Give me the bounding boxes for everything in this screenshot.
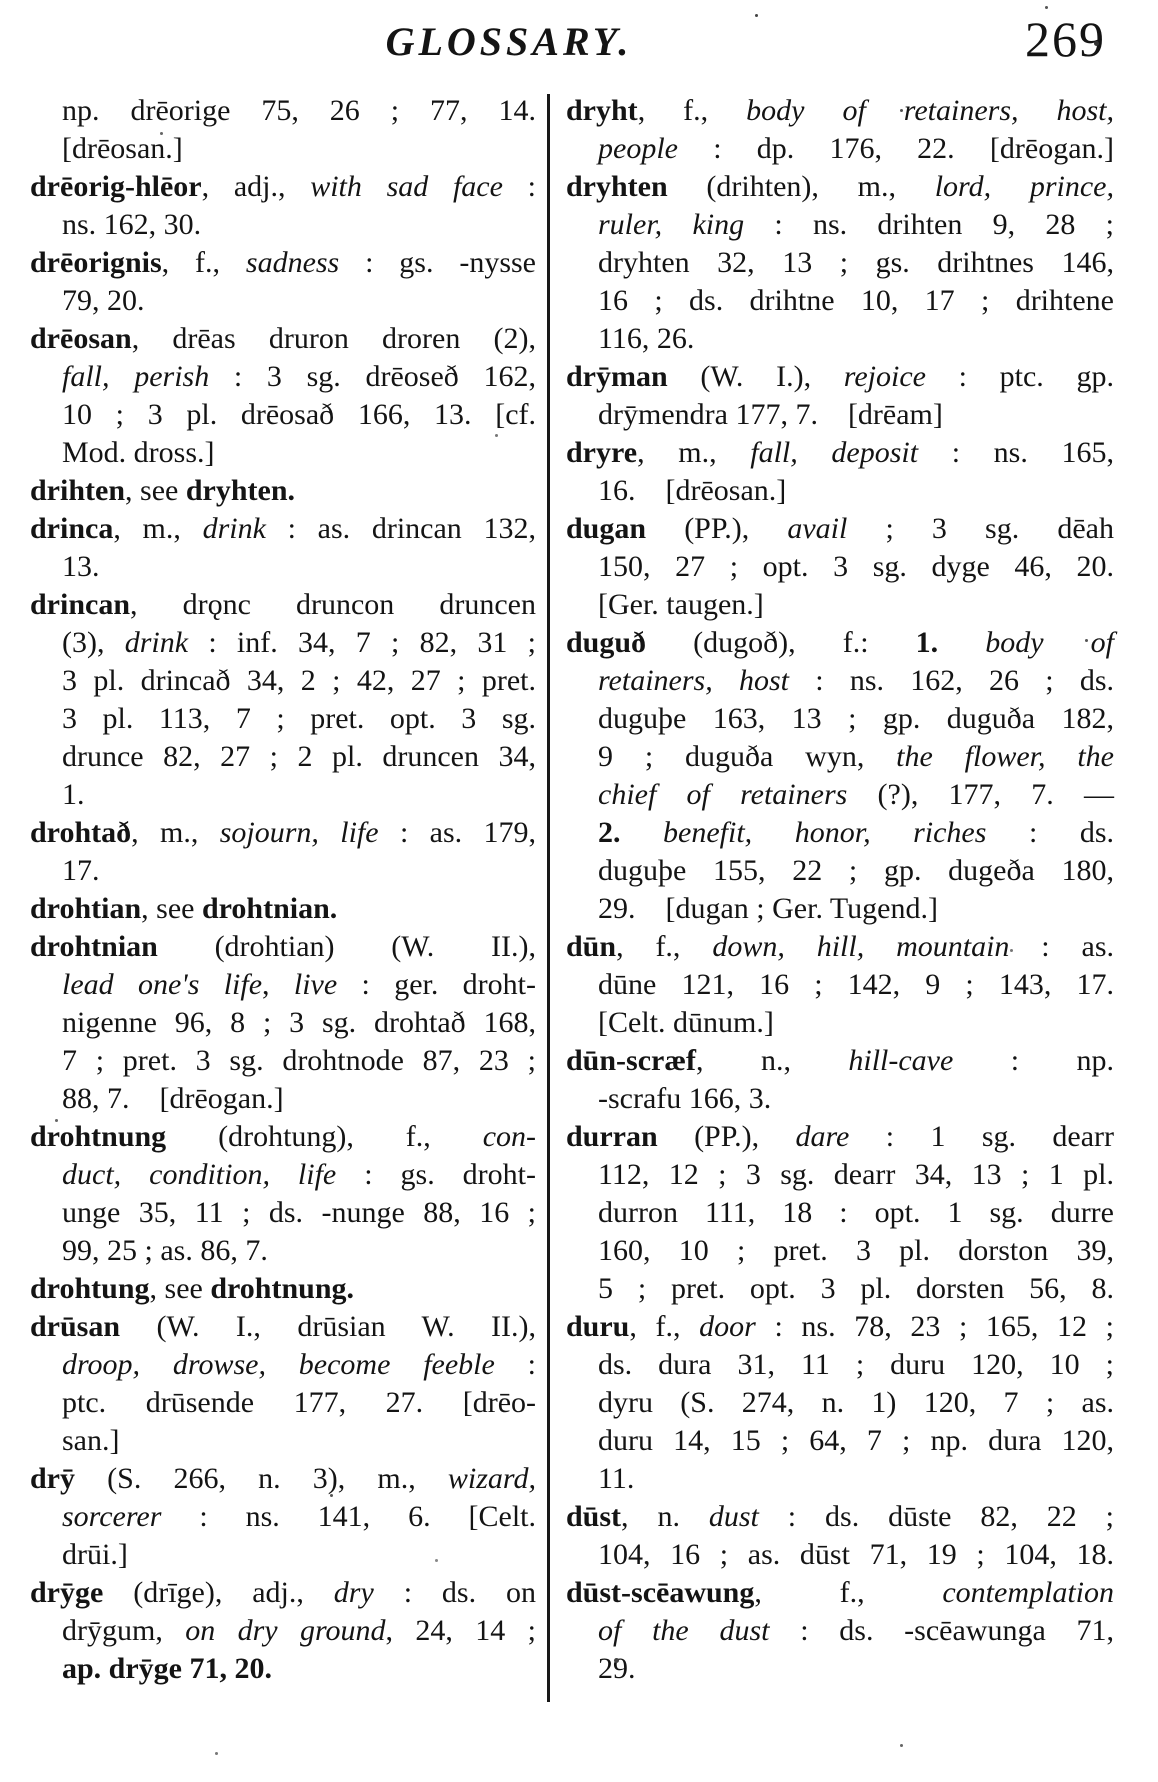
text-segment: , (262, 968, 294, 1001)
glossary-line (566, 1422, 1114, 1460)
text-segment: 10 ; 3 pl. drēosað 166, 13. [cf. (62, 398, 536, 431)
text-segment: : np. (953, 1044, 1114, 1077)
glossary-line (566, 1536, 1114, 1574)
text-segment: (PP.), (646, 512, 788, 545)
glossary-line (30, 1080, 536, 1118)
glossary-line (30, 1004, 536, 1042)
glossary-line (566, 586, 1114, 624)
text-segment: , f., (754, 1576, 943, 1609)
text-segment: 2. (598, 816, 621, 849)
glossary-line (566, 168, 1114, 206)
text-segment: duru (566, 1310, 630, 1343)
text-segment: ptc. drūsende 177, 27. [drēo- (62, 1386, 536, 1419)
glossary-line (30, 206, 536, 244)
text-segment: drȳge (30, 1576, 104, 1609)
glossary-line (30, 966, 536, 1004)
glossary-line (30, 1042, 536, 1080)
glossary-line (30, 1346, 536, 1384)
text-segment: (S. 266, n. 3), m., (75, 1462, 448, 1495)
column-divider-rule (547, 94, 550, 1702)
text-segment: droop, drowse, become feeble (62, 1348, 495, 1381)
glossary-line (566, 1004, 1114, 1042)
glossary-line (30, 1118, 536, 1156)
glossary-line (30, 776, 536, 814)
text-segment: , adj., (201, 170, 311, 203)
text-segment: down, hill, mountain (712, 930, 1010, 963)
glossary-line (30, 662, 536, 700)
text-segment: 11. (598, 1462, 635, 1495)
glossary-line (566, 1650, 1114, 1688)
text-segment: dryht (566, 94, 638, 127)
text-segment: 99, 25 ; as. 86, 7. (62, 1234, 268, 1267)
glossary-line (566, 738, 1114, 776)
text-segment: , m., (637, 436, 751, 469)
text-segment: dūn-scræf (566, 1044, 697, 1077)
glossary-line (30, 1194, 536, 1232)
glossary-line (566, 890, 1114, 928)
text-segment: : ns. 141, 6. [Celt. (161, 1500, 536, 1533)
text-segment: 104, 16 ; as. dūst 71, 19 ; 104, 18. (598, 1538, 1114, 1571)
text-segment: (drohtian) (W. II.), (157, 930, 536, 963)
text-segment: : (502, 170, 536, 203)
text-segment: : ptc. gp. (925, 360, 1114, 393)
text-segment: , n., (696, 1044, 849, 1077)
text-segment: (?), 177, 7. — (847, 778, 1114, 811)
text-segment: 160, 10 ; pret. 3 pl. dorston 39, (598, 1234, 1114, 1267)
text-segment: : gs. -nysse (339, 246, 536, 279)
text-segment: drȳman (566, 360, 668, 393)
text-segment: , see (149, 1272, 211, 1305)
glossary-line (30, 1574, 536, 1612)
text-segment: dryhten (566, 170, 668, 203)
text-segment: drēorignis (30, 246, 162, 279)
text-segment: 5 ; pret. opt. 3 pl. dorsten 56, 8. (598, 1272, 1114, 1305)
text-segment: drohtnung (30, 1120, 167, 1153)
text-segment: 1. (915, 626, 939, 659)
text-segment: durran (566, 1120, 658, 1153)
glossary-line (30, 472, 536, 510)
text-segment: sojourn, life (219, 816, 379, 849)
text-segment: , n. (621, 1500, 709, 1533)
text-segment: dūne 121, 16 ; 142, 9 ; 143, 17. (598, 968, 1114, 1001)
page-number: 269 (1025, 11, 1106, 67)
text-segment: dryhten 32, 13 ; gs. drihtnes 146, (598, 246, 1114, 279)
text-segment: durron 111, 18 : opt. 1 sg. durre (598, 1196, 1114, 1229)
glossary-line (566, 1042, 1114, 1080)
glossary-line (30, 624, 536, 662)
text-segment: 79, 20. (62, 284, 145, 317)
text-segment (938, 626, 985, 659)
glossary-line (566, 548, 1114, 586)
glossary-line (30, 282, 536, 320)
text-segment: drunce 82, 27 ; 2 pl. druncen 34, (62, 740, 536, 773)
glossary-line (30, 1156, 536, 1194)
text-segment: fall, perish (62, 360, 210, 393)
glossary-line (566, 1612, 1114, 1650)
text-segment: 3 pl. drincað 34, 2 ; 42, 27 ; pret. (62, 664, 536, 697)
text-segment: : (494, 1348, 536, 1381)
glossary-line (30, 1498, 536, 1536)
text-segment: dūn (566, 930, 617, 963)
text-segment: body of (985, 626, 1114, 659)
text-segment: : ds. dūste 82, 22 ; (758, 1500, 1115, 1533)
text-segment: (W. I., drūsian W. II.), (120, 1310, 536, 1343)
glossary-line (566, 1156, 1114, 1194)
glossary-line (566, 624, 1114, 662)
text-segment: door (699, 1310, 756, 1343)
text-segment: duct, condition, life (62, 1158, 337, 1191)
text-segment: , drēas druron droren (2), (131, 322, 536, 355)
text-segment: ds. dura 31, 11 ; duru 120, 10 ; (598, 1348, 1114, 1381)
text-segment: np. drēorige 75, 26 ; 77, 14. (62, 94, 536, 127)
text-segment: : ger. droht- (337, 968, 536, 1001)
text-segment: [Celt. dūnum.] (598, 1006, 774, 1039)
text-segment: : ns. 162, 26 ; ds. (788, 664, 1114, 697)
text-segment: contemplation (942, 1576, 1114, 1609)
glossary-line (566, 1118, 1114, 1156)
text-segment: , 24, 14 ; (385, 1614, 536, 1647)
glossary-line (30, 1308, 536, 1346)
glossary-line (30, 1232, 536, 1270)
text-segment: the flower, the (896, 740, 1114, 773)
glossary-line (566, 814, 1114, 852)
glossary-line (566, 1308, 1114, 1346)
text-segment: drohtnian. (201, 892, 338, 925)
text-segment: drȳgum, (62, 1614, 186, 1647)
page-title: GLOSSARY. (385, 19, 633, 64)
text-segment: , see (141, 892, 202, 925)
text-segment: ruler, king (598, 208, 745, 241)
glossary-line (566, 358, 1114, 396)
glossary-line (566, 320, 1114, 358)
glossary-line (30, 92, 536, 130)
glossary-line (30, 928, 536, 966)
glossary-line (30, 1422, 536, 1460)
text-segment: : gs. droht- (336, 1158, 537, 1191)
text-segment: -scrafu 166, 3. (598, 1082, 772, 1115)
text-segment: : ds. on (373, 1576, 536, 1609)
text-segment: Mod. dross.] (62, 436, 215, 469)
text-segment: rejoice (843, 360, 926, 393)
text-segment: 9 ; duguða wyn, (598, 740, 897, 773)
text-segment: 150, 27 ; opt. 3 sg. dyge 46, 20. (598, 550, 1114, 583)
text-segment: 16 ; ds. drihtne 10, 17 ; drihtene (598, 284, 1114, 317)
text-segment: hill-cave (848, 1044, 954, 1077)
text-segment: duguð (566, 626, 647, 659)
glossary-line (30, 1612, 536, 1650)
glossary-line (30, 1270, 536, 1308)
text-segment: 29. [dugan ; Ger. Tugend.] (598, 892, 938, 925)
text-segment: wizard, (447, 1462, 536, 1495)
text-segment: 16. [drēosan.] (598, 474, 787, 507)
text-segment: duru 14, 15 ; 64, 7 ; np. dura 120, (598, 1424, 1114, 1457)
text-segment: 112, 12 ; 3 sg. dearr 34, 13 ; 1 pl. (598, 1158, 1114, 1191)
text-segment: people (598, 132, 678, 165)
text-segment: dyru (S. 274, n. 1) 120, 7 ; as. (598, 1386, 1114, 1419)
text-segment: : ns. drihten 9, 28 ; (744, 208, 1114, 241)
text-segment: dūst (566, 1500, 622, 1533)
text-segment: drohtnian (30, 930, 158, 963)
text-segment: 88, 7. [drēogan.] (62, 1082, 284, 1115)
text-segment: , m., (131, 816, 220, 849)
text-segment: fall, deposit (750, 436, 919, 469)
text-segment: , f., (637, 94, 747, 127)
glossary-line (566, 510, 1114, 548)
text-segment: (dugoð), f.: (646, 626, 916, 659)
glossary-line (30, 890, 536, 928)
glossary-line (566, 92, 1114, 130)
glossary-line (30, 738, 536, 776)
glossary-line (566, 966, 1114, 1004)
glossary-line (566, 472, 1114, 510)
glossary-line (30, 396, 536, 434)
text-segment: nigenne 96, 8 ; 3 sg. drohtað 168, (62, 1006, 536, 1039)
text-segment: (3), (62, 626, 125, 659)
glossary-line (566, 1574, 1114, 1612)
text-segment: drūi.] (62, 1538, 128, 1571)
text-segment: drohtung (30, 1272, 150, 1305)
text-segment: on dry ground (185, 1614, 386, 1647)
text-segment: : 3 sg. drēoseð 162, (209, 360, 536, 393)
text-segment: duguþe 155, 22 ; gp. dugeða 180, (598, 854, 1114, 887)
glossary-line (566, 1460, 1114, 1498)
text-segment: , m., (113, 512, 203, 545)
glossary-column-right (566, 92, 1114, 1688)
text-segment: dūst-scēawung (566, 1576, 755, 1609)
text-segment: drēorig-hlēor (30, 170, 202, 203)
text-segment: : 1 sg. dearr (849, 1120, 1114, 1153)
glossary-line (566, 700, 1114, 738)
text-segment: drincan (30, 588, 131, 621)
glossary-line (30, 1650, 536, 1688)
glossary-line (566, 282, 1114, 320)
text-segment: body of retainers, host, (746, 94, 1114, 127)
text-segment: ap. drȳge 71, 20. (62, 1652, 272, 1685)
text-segment: ns. 162, 30. (62, 208, 202, 241)
glossary-line (30, 358, 536, 396)
text-segment: 3 pl. 113, 7 ; pret. opt. 3 sg. (62, 702, 536, 735)
glossary-line (30, 130, 536, 168)
text-segment: drūsan (30, 1310, 121, 1343)
glossary-line (30, 814, 536, 852)
text-segment: chief of retainers (598, 778, 848, 811)
text-segment: 17. (62, 854, 100, 887)
glossary-line (566, 852, 1114, 890)
text-segment: : inf. 34, 7 ; 82, 31 ; (188, 626, 536, 659)
text-segment: drēosan (30, 322, 132, 355)
glossary-line (30, 548, 536, 586)
glossary-column-left (30, 92, 536, 1688)
text-segment: sadness (245, 246, 340, 279)
glossary-line (30, 320, 536, 358)
text-segment: drohtian (30, 892, 142, 925)
page-header (0, 10, 1158, 80)
text-segment: , drǫnc druncon druncen (130, 588, 536, 621)
glossary-line (30, 1536, 536, 1574)
text-segment: 1. (62, 778, 85, 811)
text-segment (621, 816, 664, 849)
glossary-line (566, 1080, 1114, 1118)
text-segment: dryre (566, 436, 638, 469)
text-segment: dry (333, 1576, 374, 1609)
text-segment: : ds. (986, 816, 1115, 849)
text-segment: dust (708, 1500, 759, 1533)
text-segment: ; 3 sg. dēah (847, 512, 1114, 545)
text-segment: 29. (598, 1652, 636, 1685)
text-segment: (drihten), m., (667, 170, 935, 203)
text-segment: live (293, 968, 338, 1001)
glossary-line (566, 1232, 1114, 1270)
text-segment: : dp. 176, 22. [drēogan.] (677, 132, 1114, 165)
text-segment: lord, prince, (934, 170, 1114, 203)
text-segment: drohtað (30, 816, 132, 849)
text-segment: lead one's life (62, 968, 263, 1001)
glossary-line (30, 1460, 536, 1498)
text-segment: : ds. -scēawunga 71, (769, 1614, 1114, 1647)
text-segment: avail (787, 512, 848, 545)
text-segment: , f., (161, 246, 246, 279)
text-segment: with sad face (310, 170, 503, 203)
text-segment: : ns. 165, (918, 436, 1114, 469)
text-segment: [Ger. taugen.] (598, 588, 764, 621)
text-segment: , f., (616, 930, 713, 963)
text-segment: retainers, host (598, 664, 789, 697)
text-segment: drink (124, 626, 189, 659)
glossary-line (30, 244, 536, 282)
glossary-line (566, 776, 1114, 814)
text-segment: drihten (30, 474, 126, 507)
text-segment: : as. (1009, 930, 1114, 963)
text-segment: : as. drincan 132, (265, 512, 537, 545)
glossary-line (30, 168, 536, 206)
text-segment: sorcerer (62, 1500, 162, 1533)
text-segment: : ns. 78, 23 ; 165, 12 ; (755, 1310, 1114, 1343)
glossary-line (566, 662, 1114, 700)
text-segment: san.] (62, 1424, 120, 1457)
text-segment: (W. I.), (667, 360, 844, 393)
glossary-line (566, 1270, 1114, 1308)
glossary-line (566, 244, 1114, 282)
glossary-line (566, 1384, 1114, 1422)
text-segment: of the dust (598, 1614, 770, 1647)
glossary-line (566, 130, 1114, 168)
text-segment: , see (125, 474, 186, 507)
text-segment: drȳ (30, 1462, 75, 1495)
text-segment: dare (795, 1120, 850, 1153)
glossary-line (30, 700, 536, 738)
glossary-line (566, 206, 1114, 244)
glossary-line (566, 1346, 1114, 1384)
glossary-line (30, 510, 536, 548)
glossary-line (566, 434, 1114, 472)
glossary-line (566, 1194, 1114, 1232)
text-segment: (drohtung), f., (166, 1120, 483, 1153)
glossary-line (566, 1498, 1114, 1536)
text-segment: , f., (629, 1310, 700, 1343)
text-segment: 7 ; pret. 3 sg. drohtnode 87, 23 ; (62, 1044, 536, 1077)
text-segment: drȳmendra 177, 7. [drēam] (598, 398, 943, 431)
text-segment: (drīge), adj., (103, 1576, 334, 1609)
text-segment: dugan (566, 512, 647, 545)
glossary-line (566, 928, 1114, 966)
text-segment: 116, 26. (598, 322, 695, 355)
text-segment: dryhten. (185, 474, 296, 507)
glossary-line (30, 434, 536, 472)
text-segment: unge 35, 11 ; ds. -nunge 88, 16 ; (62, 1196, 536, 1229)
text-segment: duguþe 163, 13 ; gp. duguða 182, (598, 702, 1114, 735)
text-segment: drinca (30, 512, 114, 545)
text-segment: 13. (62, 550, 100, 583)
glossary-line (30, 852, 536, 890)
text-segment: drohtnung. (210, 1272, 355, 1305)
text-segment: benefit, honor, riches (663, 816, 987, 849)
text-segment: con- (482, 1120, 536, 1153)
glossary-line (30, 1384, 536, 1422)
glossary-line (30, 586, 536, 624)
text-segment: (PP.), (657, 1120, 796, 1153)
text-segment: : as. 179, (378, 816, 536, 849)
scan-specks (755, 14, 758, 17)
text-segment: [drēosan.] (62, 132, 183, 165)
text-segment: drink (202, 512, 266, 545)
glossary-line (566, 396, 1114, 434)
